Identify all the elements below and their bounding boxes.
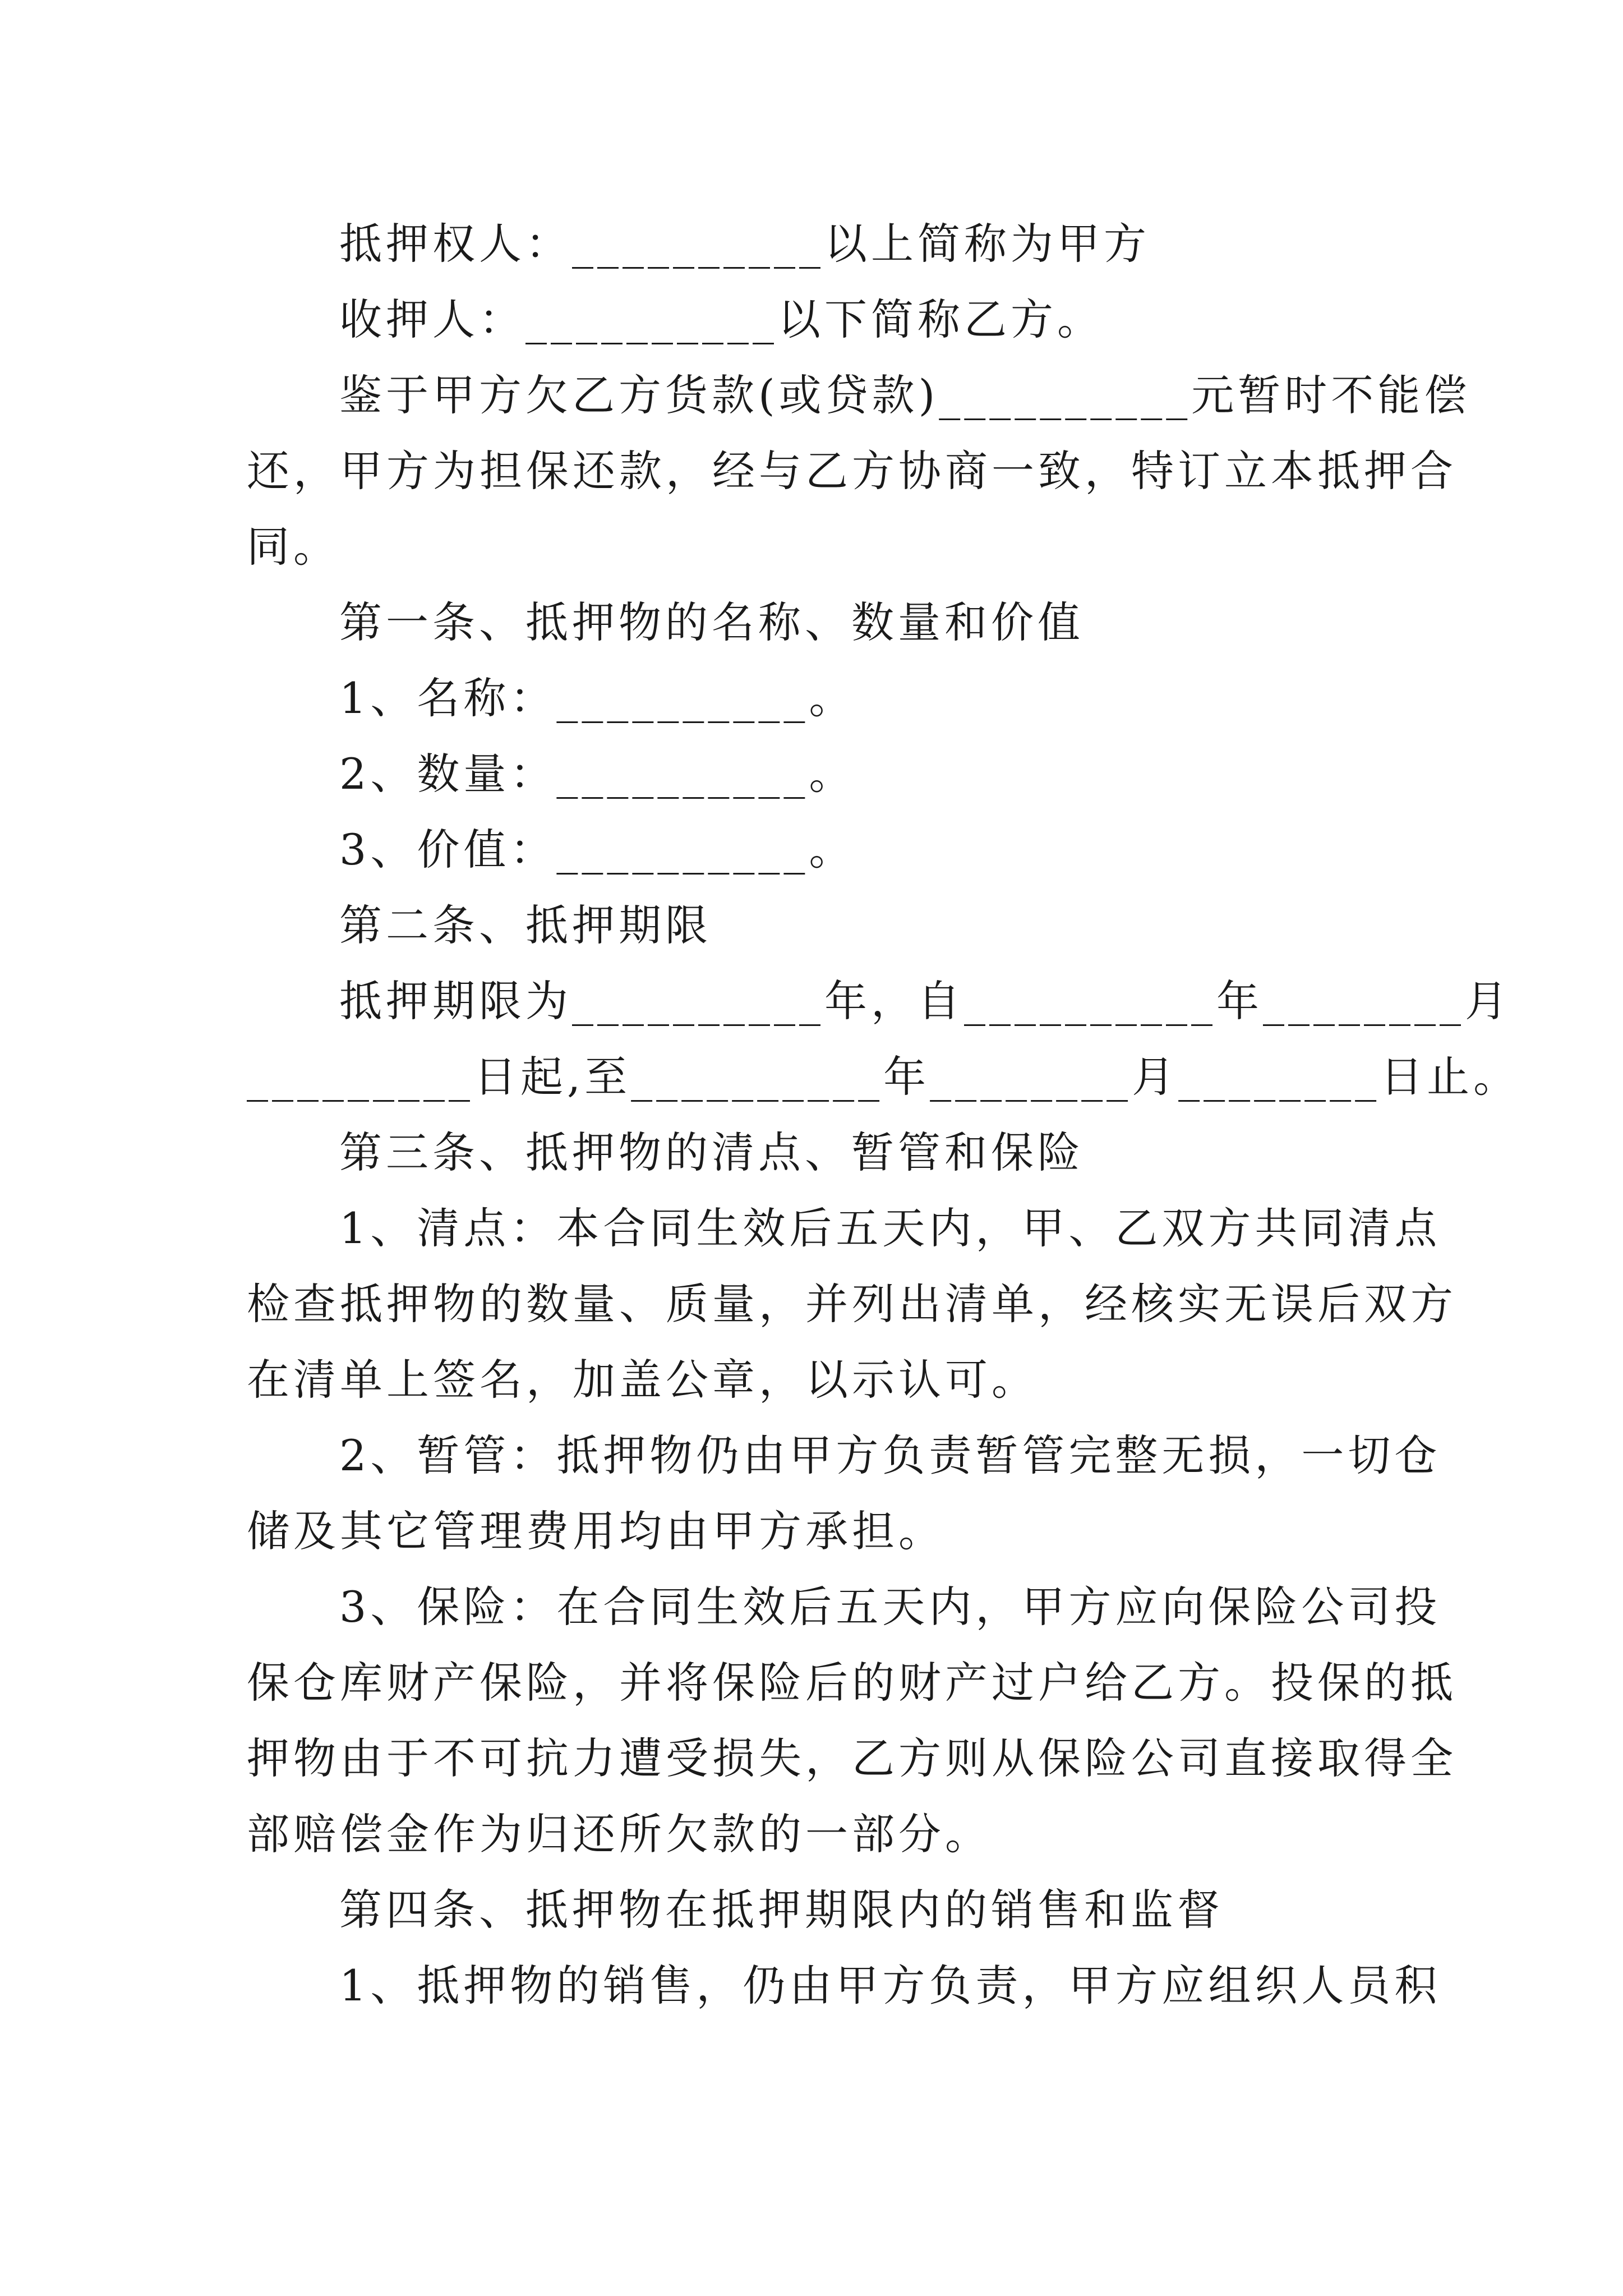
article-2-term-line-2: _________日起,至__________年________月________日止。 bbox=[247, 1052, 1520, 1102]
article-3-insurance-2: 保仓库财产保险，并将保险后的财产过户给乙方。投保的抵 bbox=[247, 1658, 1457, 1708]
article-3-inventory-2: 检查抵押物的数量、质量，并列出清单，经核实无误后双方 bbox=[247, 1279, 1457, 1329]
mortgagor-line: 抵押权人：__________以上简称为甲方 bbox=[339, 219, 1150, 269]
article-2-term-line-1: 抵押期限为__________年，自__________年________月 bbox=[339, 976, 1511, 1026]
article-1-item-name: 1、名称：__________。 bbox=[339, 673, 856, 723]
article-1-item-quantity: 2、数量：__________。 bbox=[339, 749, 856, 799]
mortgagee-line: 收押人：__________以下简称乙方。 bbox=[339, 295, 1104, 344]
article-4-sales-1: 1、抵押物的销售，仍由甲方负责，甲方应组织人员积 bbox=[339, 1961, 1441, 2010]
preamble-line-2: 还，甲方为担保还款，经与乙方协商一致，特订立本抵押合 bbox=[247, 446, 1457, 496]
article-3-custody-2: 储及其它管理费用均由甲方承担。 bbox=[247, 1506, 945, 1556]
article-3-insurance-3: 押物由于不可抗力遭受损失，乙方则从保险公司直接取得全 bbox=[247, 1733, 1457, 1783]
article-1-item-value: 3、价值：__________。 bbox=[339, 825, 856, 875]
article-3-inventory-3: 在清单上签名，加盖公章，以示认可。 bbox=[247, 1355, 1038, 1405]
article-3-insurance-4: 部赔偿金作为归还所欠款的一部分。 bbox=[247, 1809, 992, 1859]
article-4-heading: 第四条、抵押物在抵押期限内的销售和监督 bbox=[339, 1885, 1224, 1935]
preamble-line-3: 同。 bbox=[247, 522, 340, 572]
article-1-heading: 第一条、抵押物的名称、数量和价值 bbox=[339, 597, 1084, 647]
preamble-line-1: 鉴于甲方欠乙方货款(或贷款)__________元暂时不能偿 bbox=[339, 370, 1471, 420]
article-3-inventory-1: 1、清点：本合同生效后五天内，甲、乙双方共同清点 bbox=[339, 1203, 1441, 1253]
article-3-insurance-1: 3、保险：在合同生效后五天内，甲方应向保险公司投 bbox=[339, 1582, 1441, 1632]
article-3-heading: 第三条、抵押物的清点、暂管和保险 bbox=[339, 1128, 1084, 1177]
article-2-heading: 第二条、抵押期限 bbox=[339, 900, 712, 950]
article-3-custody-1: 2、暂管：抵押物仍由甲方负责暂管完整无损，一切仓 bbox=[339, 1430, 1441, 1480]
